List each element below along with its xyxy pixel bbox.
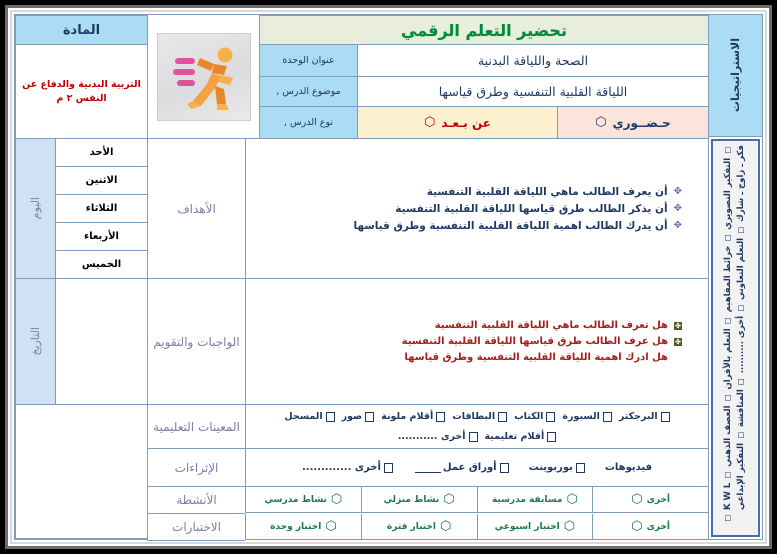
objective-item: [256, 183, 682, 200]
enrichment-option-label: أخرى .............: [302, 462, 381, 473]
activity-marker-icon[interactable]: ⬡: [330, 492, 343, 507]
activity-label: نشاط منزلي: [383, 494, 440, 505]
aid-option[interactable]: [562, 411, 611, 422]
day-column-filler: [15, 405, 147, 539]
strategies-header-cell: [709, 15, 762, 137]
days-cells: [55, 139, 147, 279]
day-header-label: [15, 139, 55, 279]
test-option[interactable]: [592, 514, 708, 540]
enrichment-label: الإثراءات: [147, 449, 245, 487]
unit-label: عنوان الوحدة: [259, 45, 357, 77]
aid-option[interactable]: [284, 411, 334, 422]
aid-option-label: أخرى ...........: [397, 431, 466, 442]
remote-label: عن بـعـد: [441, 115, 491, 130]
test-label: اختبار اسبوعي: [494, 521, 560, 532]
aid-option-label: أقلام ملونة: [381, 411, 434, 422]
day-cell-tuesday[interactable]: الثلاثاء: [55, 195, 147, 223]
aid-option[interactable]: [485, 431, 557, 442]
page-title: [259, 15, 708, 45]
activity-marker-icon[interactable]: ⬡: [443, 492, 455, 507]
checkbox-icon[interactable]: [498, 412, 507, 422]
checkbox-icon[interactable]: [469, 432, 478, 442]
test-marker-icon[interactable]: ⬡: [563, 519, 576, 534]
activity-label: نشاط مدرسي: [264, 494, 327, 505]
checkbox-icon[interactable]: [661, 412, 670, 422]
checkbox-icon[interactable]: [384, 463, 393, 473]
activities-options: [245, 487, 708, 514]
enrichment-option-label: فيديوهات: [604, 462, 653, 473]
date-section: [15, 279, 147, 405]
aids-label: المعينات التعليمية: [147, 405, 245, 449]
checkbox-icon[interactable]: [500, 463, 509, 473]
day-header-text: اليوم: [29, 197, 42, 220]
unit-row: [259, 45, 708, 77]
content-column: [147, 139, 708, 539]
checkbox-icon[interactable]: [436, 412, 445, 422]
lesson-type-onsite-option[interactable]: [557, 107, 708, 139]
running-figure-icon: [157, 33, 251, 121]
checkbox-icon[interactable]: [547, 432, 556, 442]
tests-options: [245, 514, 708, 541]
date-header-label: [15, 279, 55, 405]
activity-label: أخرى: [646, 494, 671, 505]
enrichment-option[interactable]: [413, 462, 509, 473]
activity-marker-icon[interactable]: ⬡: [566, 492, 578, 507]
day-cell-sunday[interactable]: الأحد: [55, 139, 147, 167]
homework-text: هل ادرك اهمية اللياقة القلبية التنفسية وطرق قياسها: [404, 352, 668, 363]
homework-text: هل عرف الطالب طرق قياسها اللياقة القلبية التنفسية: [401, 336, 668, 347]
enrichment-option-label: بوربوينت: [528, 462, 573, 473]
activities-label: الأنشطة: [147, 487, 245, 514]
strategies-header-label: الاستراتيجيات: [729, 38, 742, 113]
activity-option[interactable]: [477, 487, 593, 513]
test-label: أخرى: [646, 521, 671, 532]
aid-option-label: السبورة: [562, 411, 600, 422]
activity-marker-icon[interactable]: ⬡: [631, 492, 643, 507]
objective-bullet-icon: ✥: [673, 186, 682, 197]
main-column: [15, 15, 708, 539]
enrichment-options[interactable]: [245, 449, 708, 487]
homework-item: [256, 350, 682, 366]
page-title-text: تحضير التعلم الرقمي: [401, 20, 567, 40]
tests-label: الاختبارات: [147, 514, 245, 541]
topic-row: [259, 77, 708, 107]
lesson-type-label: نوع الدرس ,: [259, 107, 357, 139]
strategies-column: [708, 15, 762, 539]
activities-row: [147, 487, 708, 514]
objective-bullet-icon: ✥: [673, 220, 682, 231]
homework-bullet-icon: ✤: [675, 337, 681, 346]
aid-option-label: البرجكتر: [618, 411, 658, 422]
objective-item: [256, 217, 682, 234]
subject-column: [15, 15, 147, 139]
enrichment-option[interactable]: [605, 462, 652, 473]
activity-label: مسابقة مدرسية: [491, 494, 563, 505]
checkbox-icon[interactable]: [603, 412, 612, 422]
objective-text: أن يعرف الطالب ماهي اللياقة القلبية التنفسية: [426, 185, 668, 198]
body-block: [15, 139, 708, 539]
homework-list[interactable]: [245, 279, 708, 405]
activity-option[interactable]: [361, 487, 477, 513]
day-cell-wednesday[interactable]: الأربعاء: [55, 223, 147, 251]
lesson-plan-sheet: [14, 14, 763, 540]
activity-option[interactable]: [245, 487, 361, 513]
topic-value[interactable]: اللياقة القلبية التنفسية وطرق قياسها: [357, 77, 708, 107]
aid-option[interactable]: [619, 411, 670, 422]
lesson-type-row: [259, 107, 708, 139]
tests-row: [147, 514, 708, 541]
onsite-label: حـضــوري: [612, 115, 671, 130]
aid-option-label: أفلام تعليمية: [484, 431, 545, 442]
aid-option[interactable]: [452, 411, 507, 422]
date-header-text: التاريخ: [29, 327, 42, 356]
test-option[interactable]: [245, 514, 361, 540]
test-option[interactable]: [361, 514, 477, 540]
objective-item: [256, 200, 682, 217]
aid-option-label: المسجل: [284, 411, 323, 422]
aid-option[interactable]: [381, 411, 445, 422]
days-section: [15, 139, 147, 279]
test-marker-icon[interactable]: ⬡: [325, 519, 337, 534]
test-marker-icon[interactable]: ⬡: [440, 519, 452, 534]
test-label: اختبار وحدة: [270, 521, 322, 532]
enrichment-option[interactable]: [302, 462, 393, 473]
unit-value[interactable]: الصحة واللياقة البدنية: [357, 45, 708, 77]
day-date-stack: [15, 139, 147, 539]
aid-option[interactable]: [514, 411, 555, 422]
homework-label: الواجبات والتقويم: [147, 279, 245, 405]
activity-option[interactable]: [592, 487, 708, 513]
date-entry-area[interactable]: [55, 279, 147, 405]
topic-label: موضوع الدرس ,: [259, 77, 357, 107]
enrichment-option-label: أوراق عمل: [442, 462, 497, 473]
homework-row: [147, 279, 708, 405]
homework-item: [256, 334, 682, 350]
test-option[interactable]: [477, 514, 593, 540]
objectives-row: [147, 139, 708, 279]
checkbox-icon[interactable]: [576, 463, 585, 473]
objective-text: أن يذكر الطالب طرق قياسها اللياقة القلبية التنفسية: [395, 202, 668, 215]
lesson-image-cell: [147, 15, 259, 139]
aids-options[interactable]: [245, 405, 708, 449]
aid-option[interactable]: [342, 411, 375, 422]
onsite-checkbox-icon[interactable]: ⬡: [595, 115, 607, 130]
subject-value[interactable]: التربية البدنية والدفاع عن النفس ٢ م: [15, 45, 147, 139]
homework-text: هل تعرف الطالب ماهي اللياقة القلبية التنفسية: [434, 320, 668, 331]
lesson-type-remote-option[interactable]: [357, 107, 557, 139]
day-date-column: [15, 139, 147, 539]
enrichment-write-in-blank[interactable]: [415, 463, 441, 473]
remote-checkbox-icon[interactable]: ⬡: [424, 115, 436, 130]
enrichment-row: [147, 449, 708, 487]
checkbox-icon[interactable]: [546, 412, 555, 422]
objective-bullet-icon: ✥: [673, 203, 682, 214]
homework-item: [256, 318, 682, 334]
objective-text: أن يدرك الطالب اهمية اللياقة القلبية التنفسية وطرق قياسها: [353, 219, 668, 232]
strategies-list-box[interactable]: [711, 139, 760, 537]
homework-bullet-icon: ✤: [675, 321, 681, 330]
day-cell-monday[interactable]: الاثنين: [55, 167, 147, 195]
enrichment-option[interactable]: [529, 462, 585, 473]
aid-option[interactable]: [398, 431, 478, 442]
subject-header-label: المادة: [15, 15, 147, 45]
day-cell-thursday[interactable]: الخميس: [55, 251, 147, 279]
objectives-label: الأهداف: [147, 139, 245, 279]
test-label: اختبار فترة: [386, 521, 436, 532]
aid-option-label: الكتاب: [514, 411, 544, 422]
test-marker-icon[interactable]: ⬡: [631, 519, 643, 534]
strategies-list-text: ◻ التفكير التصويري ◻ خرائط المفاهيم ◻ التعلم بالأقران ◻ العصف الذهني ◻ K W L ◻ فكر ـ زاوج ـ شارك ◻ التعلم التعاوني ◻ أخرى .......... ◻ المناقشة ◻ التفكير الإبداعي: [723, 145, 747, 524]
aid-option-label: صور: [341, 411, 363, 422]
checkbox-icon[interactable]: [326, 412, 335, 422]
aids-row: [147, 405, 708, 449]
header-block: [15, 15, 708, 139]
aid-option-label: البطاقات: [452, 411, 496, 422]
lesson-info-block: [259, 15, 708, 139]
checkbox-icon[interactable]: [365, 412, 374, 422]
objectives-list[interactable]: [245, 139, 708, 279]
